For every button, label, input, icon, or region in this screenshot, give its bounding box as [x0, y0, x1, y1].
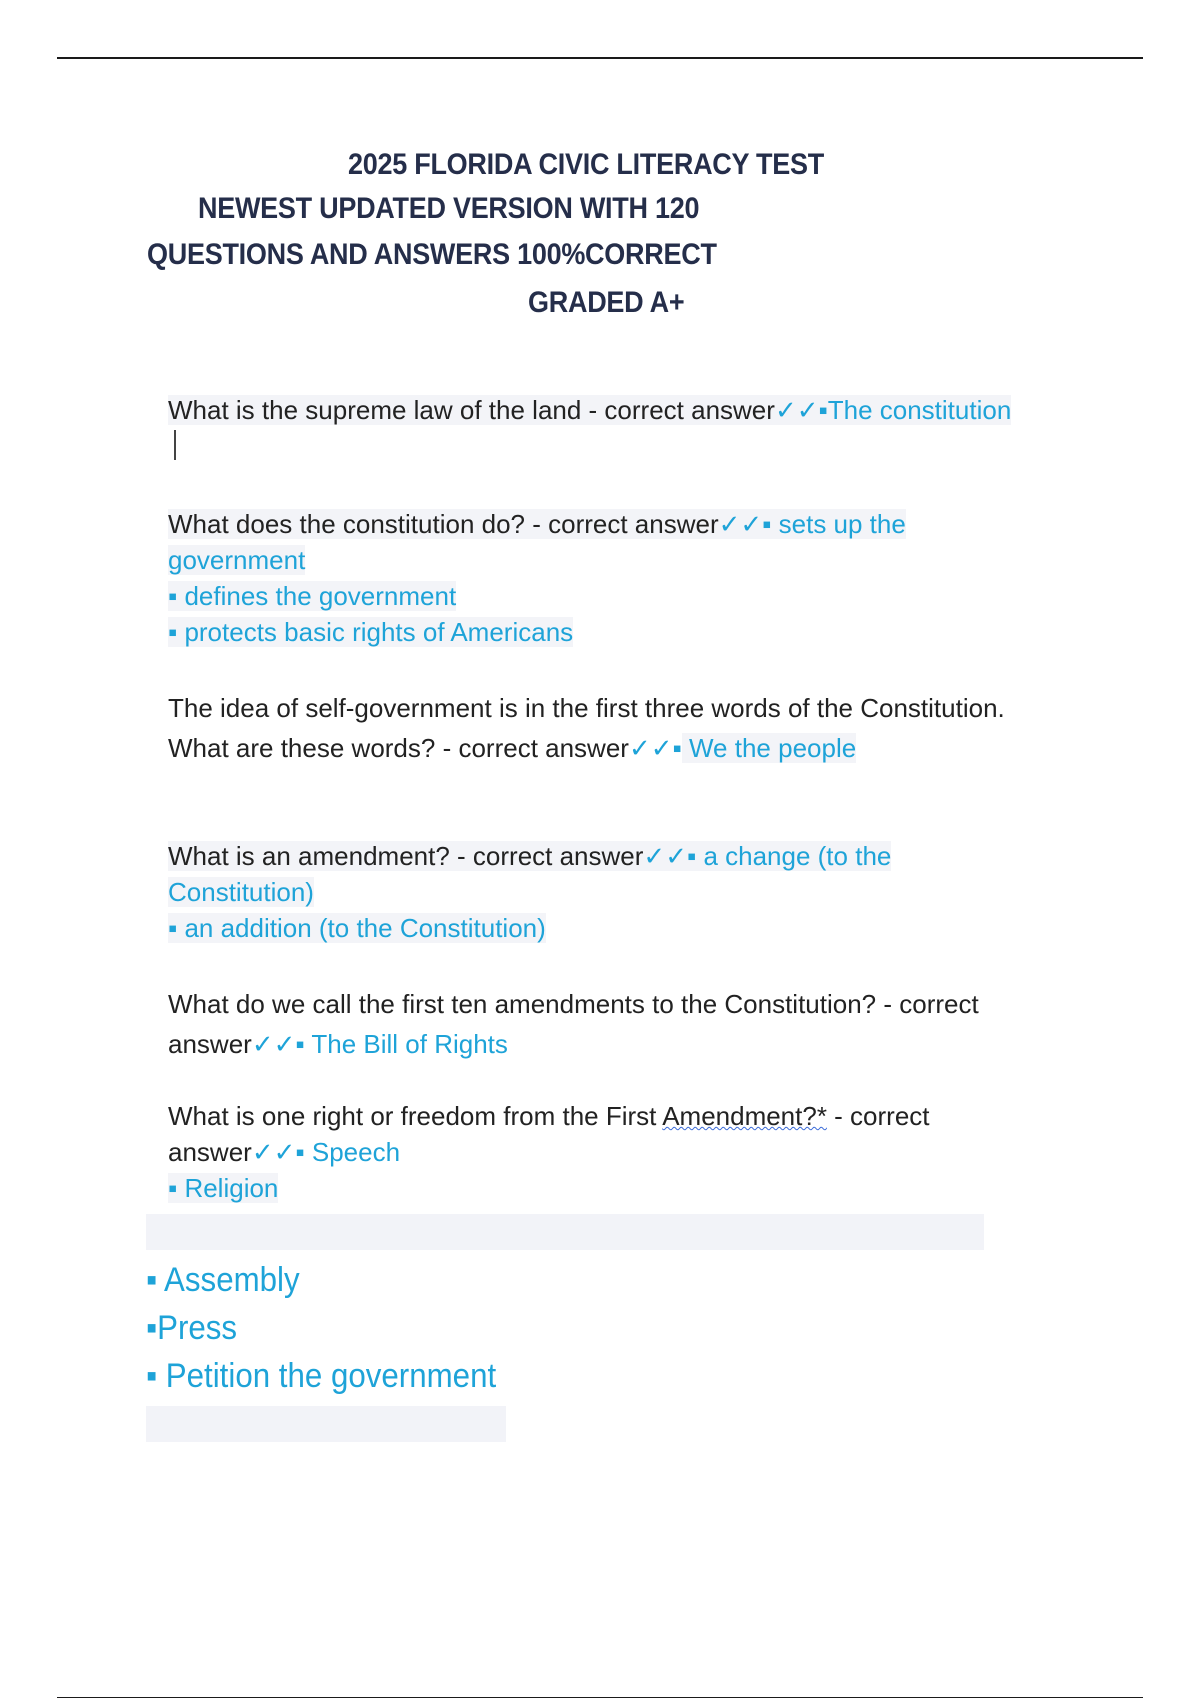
answer-text: The Bill of Rights — [304, 1029, 508, 1059]
title-line-2: NEWEST UPDATED VERSION WITH 120 — [198, 192, 700, 225]
top-rule — [57, 57, 1143, 59]
question-text-underlined: Amendment?* — [662, 1101, 827, 1131]
check-marker: ✓✓▪ — [251, 1137, 305, 1167]
qa-item-2 — [168, 506, 1008, 650]
check-marker: ✓✓▪ — [628, 733, 682, 763]
freedoms-list — [146, 1256, 527, 1400]
question-text: What is one right or freedom from the First — [168, 1101, 663, 1131]
title-line-1: 2025 FLORIDA CIVIC LITERACY TEST — [348, 148, 824, 181]
answer-bullet: ▪ defines the government — [168, 581, 457, 611]
question-text: - correct answer — [168, 1101, 930, 1167]
answer-bullet: ▪ Religion — [168, 1173, 279, 1203]
qa-item-1 — [168, 392, 1011, 460]
shaded-band — [146, 1406, 506, 1442]
title-line-4: GRADED A+ — [528, 286, 685, 319]
question-text: The idea of self-government is in the first three words of the Constitution. What are these words? - correct answer — [168, 693, 1005, 763]
check-marker: ✓✓▪ — [251, 1029, 305, 1059]
list-item: ▪ Petition the government — [146, 1357, 497, 1395]
list-item: ▪ Assembly — [146, 1261, 300, 1299]
bottom-rule — [57, 1697, 1143, 1698]
check-marker: ✓✓▪ — [774, 395, 828, 425]
question-text: What is an amendment? - correct answer — [168, 841, 644, 871]
answer-text: sets up the government — [168, 509, 906, 575]
answer-bullet: ▪ protects basic rights of Americans — [168, 617, 574, 647]
qa-item-3 — [168, 688, 1028, 768]
title-line-3: QUESTIONS AND ANSWERS 100%CORRECT — [147, 238, 717, 271]
answer-text: a change (to the Constitution) — [168, 841, 892, 907]
question-text: What is the supreme law of the land - correct answer — [168, 395, 775, 425]
qa-item-6 — [168, 1098, 948, 1206]
check-marker: ✓✓▪ — [718, 509, 772, 539]
qa-item-4 — [168, 838, 998, 946]
answer-text: We the people — [681, 733, 857, 763]
answer-text: Speech — [304, 1137, 401, 1167]
qa-item-5 — [168, 984, 988, 1064]
text-cursor — [174, 430, 176, 460]
check-marker: ✓✓▪ — [643, 841, 697, 871]
answer-text: The constitution — [827, 395, 1012, 425]
question-text: What do we call the first ten amendments to the Constitution? - correct answer — [168, 989, 979, 1059]
shaded-band — [146, 1214, 984, 1250]
question-text: What does the constitution do? - correct answer — [168, 509, 719, 539]
answer-bullet: ▪ an addition (to the Constitution) — [168, 913, 546, 943]
list-item: ▪Press — [146, 1309, 238, 1347]
